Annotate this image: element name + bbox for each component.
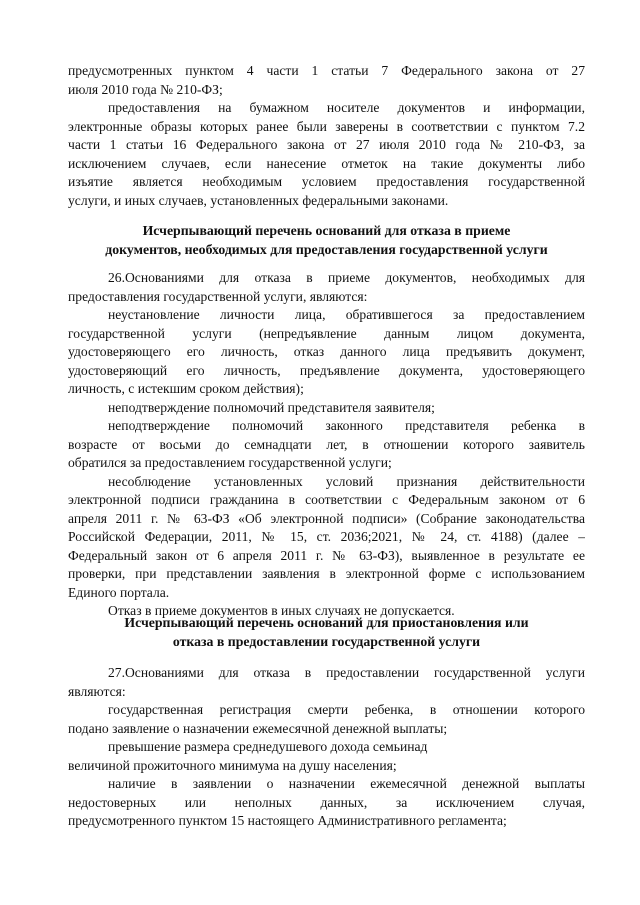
text-line: Отказ в приеме документов в иных случаях не допускается. xyxy=(108,603,455,618)
heading-suspension-refusal xyxy=(68,614,585,651)
heading-line: Исчерпывающий перечень оснований для приостановления или xyxy=(124,615,529,630)
text-line: являются: xyxy=(68,683,126,699)
intro-continuation xyxy=(68,62,585,210)
text-line: наличие в заявлении о назначении ежемесячной денежной выплаты xyxy=(108,776,585,791)
text-line: обратился за предоставлением государственной услуги; xyxy=(68,455,392,470)
text-line: неподтверждение полномочий представителя заявителя; xyxy=(108,399,435,415)
text-line: величиной прожиточного минимума на душу населения; xyxy=(68,757,397,773)
text-line: проверки, при представлении заявления в электронной форме с использованием xyxy=(68,566,585,581)
text-line: изъятие является необходимым условием предоставления государственной xyxy=(68,174,585,189)
text-line: 27.Основаниями для отказа в предоставлении государственной услуги xyxy=(108,665,585,680)
text-line: превышение размера среднедушевого дохода семьинад xyxy=(108,739,428,754)
text-line: 26.Основаниями для отказа в приеме документов, необходимых для xyxy=(108,270,585,285)
text-line: недостоверных или неполных данных, за исключением случая, xyxy=(68,794,585,810)
text-line: предоставления на бумажном носителе документов и информации, xyxy=(108,100,585,115)
text-line: неподтверждение полномочий законного представителя ребенка в xyxy=(108,418,585,433)
text-line: государственной услуги (непредъявление данным лицом документа, xyxy=(68,325,585,341)
section-26 xyxy=(68,269,585,621)
text-line: неустановление личности лица, обратившегося за предоставлением xyxy=(108,307,585,322)
text-line: апреля 2011 г. № 63-ФЗ «Об электронной подписи» (Собрание законодательства xyxy=(68,510,585,526)
text-line: электронной подписи гражданина в соответствии с Федеральным законом от 6 xyxy=(68,492,585,507)
text-line: услуги, и иных случаев, установленных федеральными законами. xyxy=(68,192,449,208)
text-line: предоставления государственной услуги, являются: xyxy=(68,288,368,304)
text-line: июля 2010 года № 210-ФЗ; xyxy=(68,81,223,97)
text-line: электронные образы которых ранее были заверены в соответствии с пунктом 7.2 xyxy=(68,118,585,134)
text-line: исключением случаев, если нанесение отметок на такие документы либо xyxy=(68,155,585,171)
text-line: несоблюдение установленных условий признания действительности xyxy=(108,473,585,489)
text-line: предусмотренного пунктом 15 настоящего Административного регламента; xyxy=(68,813,507,828)
heading-refusal-acceptance xyxy=(68,222,585,259)
text-line: части 1 статьи 16 Федерального закона от 27 июля 2010 года № 210-ФЗ, за xyxy=(68,137,585,152)
heading-line: отказа в предоставлении государственной услуги xyxy=(172,633,481,649)
text-line: удостоверяющий его личность, предъявление документа, удостоверяющего xyxy=(68,362,585,378)
text-line: предусмотренных пунктом 4 части 1 статьи 7 Федерального закона от 27 xyxy=(68,63,585,78)
section-27 xyxy=(68,664,585,831)
text-line: государственная регистрация смерти ребенка, в отношении которого xyxy=(108,702,585,717)
text-line: удостоверяющего его личность, отказ данного лица предъявить документ, xyxy=(68,344,585,359)
text-line: возрасте от восьми до семнадцати лет, в отношении которого заявитель xyxy=(68,436,585,452)
text-line: Единого портала. xyxy=(68,584,170,600)
heading-line: документов, необходимых для предоставления государственной услуги xyxy=(105,241,548,257)
heading-line: Исчерпывающий перечень оснований для отказа в приеме xyxy=(142,223,511,238)
text-line: Российской Федерации, 2011, № 15, ст. 2036;2021, № 24, ст. 4188) (далее – xyxy=(68,529,585,544)
text-line: Федеральный закон от 6 апреля 2011 г. № 63-ФЗ), выявленное в результате ее xyxy=(68,547,585,563)
text-line: личность, с истекшим сроком действия); xyxy=(68,381,304,396)
text-line: подано заявление о назначении ежемесячной денежной выплаты; xyxy=(68,720,448,736)
